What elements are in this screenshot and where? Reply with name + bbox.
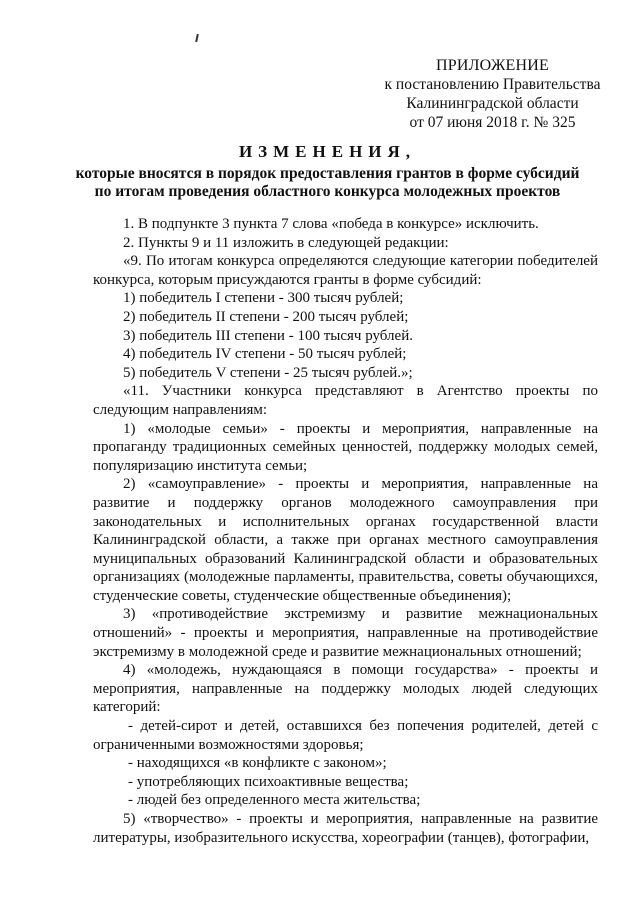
appendix-label: ПРИЛОЖЕНИЕ [435, 57, 549, 74]
dash-item: - употребляющих психоактивные вещества; [128, 773, 409, 790]
dash-item: - детей-сирот и детей, оставшихся без попечения родителей, детей с ограниченными возможностями здоровья; [93, 718, 598, 753]
list-item: 5) победитель V степени - 25 тысяч рублей.»; [123, 364, 413, 381]
list-item: 2) победитель II степени - 200 тысяч рублей; [123, 308, 409, 325]
appendix-line-2: Калининградской области [406, 95, 579, 112]
appendix-line-1: к постановлению Правительства [384, 76, 601, 93]
pen-mark [195, 34, 199, 42]
appendix-header [380, 56, 605, 132]
list-item: 1) победитель I степени - 300 тысяч рублей; [123, 290, 404, 307]
paragraph-1: 1. В подпункте 3 пункта 7 слова «победа в конкурсе» исключить. [123, 216, 539, 232]
dash-item: - людей без определенного места жительства; [128, 792, 421, 809]
paragraph-9: «9. По итогам конкурса определяются следующие категории победителей конкурса, которым присуждаются гранты в форме субсидий: [93, 253, 598, 288]
title-sub-1: которые вносятся в порядок предоставления грантов в форме субсидий [75, 165, 580, 182]
list-item: 3) победитель III степени - 100 тысяч рублей. [123, 327, 413, 344]
appendix-line-3: от 07 июня 2018 г. № 325 [409, 114, 576, 131]
direction-item: 1) «молодые семьи» - проекты и мероприятия, направленные на пропаганду традиционных семейных ценностей, поддержку молодых семей, популяризацию института семьи; [93, 420, 598, 474]
direction-item: 3) «противодействие экстремизму и развитие межнациональных отношений» - проекты и мероприятия, направленные на противодействие экстремизму в молодежной среде и развитие межнациональных отношений; [93, 606, 598, 660]
dash-item: - находящихся «в конфликте с законом»; [128, 755, 387, 772]
title-sub-2: по итогам проведения областного конкурса молодежных проектов [94, 183, 561, 200]
document-title [40, 143, 615, 201]
direction-item: 2) «самоуправление» - проекты и мероприятия, направленные на развитие и поддержку органов молодежного самоуправления при законодательных и исполнительных органах государственной власти Калининградской области, а также при органах местного самоуправления муниципальных образований Калининградской области и образовательных организациях (молодежные парламенты, правительства, советы обучающихся, студенческие советы, студенческие общественные объединения); [93, 476, 598, 604]
paragraph-11: «11. Участники конкурса представляют в Агентство проекты по следующим направлениям: [93, 383, 598, 418]
paragraph-2: 2. Пункты 9 и 11 изложить в следующей редакции: [123, 234, 449, 251]
list-item: 4) победитель IV степени - 50 тысяч рублей; [123, 346, 407, 363]
title-main: ИЗМЕНЕНИЯ, [238, 142, 417, 161]
direction-item: 5) «творчество» - проекты и мероприятия, направленные на развитие литературы, изобразительного искусства, хореографии (танцев), фотографии, [93, 811, 598, 846]
direction-item: 4) «молодежь, нуждающаяся в помощи государства» - проекты и мероприятия, направленные на поддержку молодых людей следующих категорий: [93, 662, 598, 716]
document-body [93, 215, 598, 847]
